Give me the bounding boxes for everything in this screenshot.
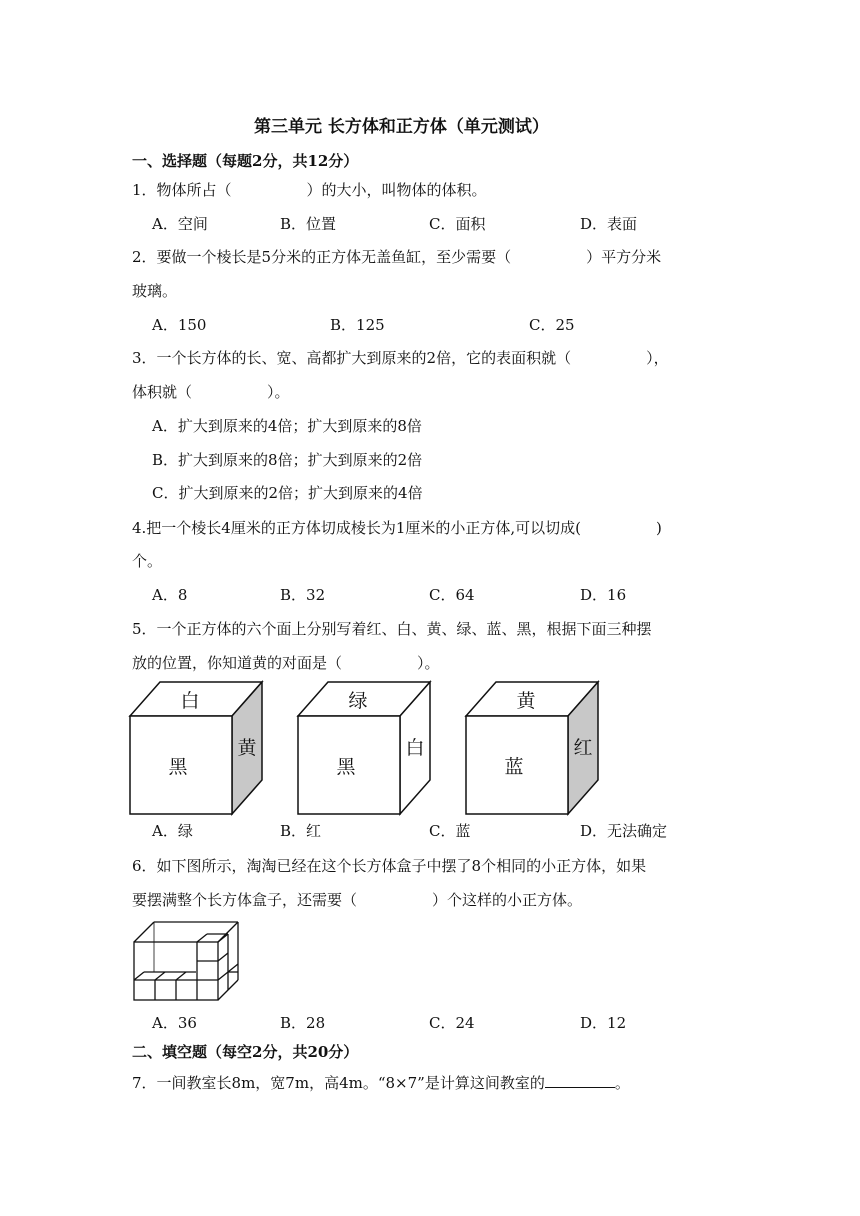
- q1-option-d[interactable]: D．表面: [580, 215, 638, 233]
- cube-1-front-label: 黑: [168, 756, 188, 778]
- section-heading-fill: 二、填空题（每空2分，共20分）: [132, 1043, 359, 1061]
- q6-option-d[interactable]: D．12: [580, 1014, 627, 1032]
- box-with-cubes-figure: [132, 920, 242, 1002]
- question-3-line2: 体积就（ ）。: [132, 383, 290, 401]
- question-2-line2: 玻璃。: [132, 282, 178, 300]
- q6-option-b[interactable]: B．28: [280, 1014, 326, 1032]
- section-heading-choice: 一、选择题（每题2分，共12分）: [132, 152, 359, 170]
- cube-3-side-label: 红: [573, 737, 593, 759]
- cube-figure-2: [298, 682, 433, 816]
- q4-option-d[interactable]: D．16: [580, 586, 627, 604]
- q2-option-b[interactable]: B．125: [330, 316, 385, 334]
- q5-option-a[interactable]: A．绿: [152, 822, 193, 840]
- question-5-line2: 放的位置，你知道黄的对面是（ ）。: [132, 654, 440, 672]
- question-3-line1: 3．一个长方体的长、宽、高都扩大到原来的2倍，它的表面积就（ ），: [132, 349, 669, 367]
- cube-3-top-label: 黄: [516, 690, 536, 712]
- cube-figure-3: [466, 682, 601, 816]
- q1-option-c[interactable]: C．面积: [429, 215, 486, 233]
- cube-1-side-label: 黄: [237, 737, 257, 759]
- cube-2-side-label: 白: [405, 737, 425, 759]
- q5-option-c[interactable]: C．蓝: [429, 822, 471, 840]
- q4-option-b[interactable]: B．32: [280, 586, 326, 604]
- q2-option-a[interactable]: A．150: [152, 316, 207, 334]
- q3-option-b[interactable]: B．扩大到原来的8倍；扩大到原来的2倍: [152, 451, 423, 469]
- cube-3-front-label: 蓝: [504, 756, 524, 778]
- q5-option-b[interactable]: B．红: [280, 822, 322, 840]
- q1-option-b[interactable]: B．位置: [280, 215, 337, 233]
- q3-option-a[interactable]: A．扩大到原来的4倍；扩大到原来的8倍: [152, 417, 422, 435]
- answer-blank[interactable]: [545, 1071, 615, 1088]
- q4-option-c[interactable]: C．64: [429, 586, 475, 604]
- question-7: [132, 1071, 630, 1093]
- cube-2-top-label: 绿: [348, 690, 368, 712]
- question-5-line1: 5．一个正方体的六个面上分别写着红、白、黄、绿、蓝、黑，根据下面三种摆: [132, 620, 652, 638]
- page-title: 第三单元 长方体和正方体（单元测试）: [254, 117, 549, 137]
- question-6-line1: 6．如下图所示，淘淘已经在这个长方体盒子中摆了8个相同的小正方体，如果: [132, 857, 647, 875]
- q1-option-a[interactable]: A．空间: [152, 215, 208, 233]
- cube-1-top-label: 白: [180, 690, 200, 712]
- question-4-line2: 个。: [132, 552, 163, 570]
- q2-option-c[interactable]: C．25: [529, 316, 575, 334]
- question-4-line1: 4.把一个棱长4厘米的正方体切成棱长为1厘米的小正方体,可以切成( ): [132, 519, 662, 537]
- cube-figure-1: [130, 682, 265, 816]
- question-6-line2: 要摆满整个长方体盒子，还需要（ ）个这样的小正方体。: [132, 891, 583, 909]
- question-1: 1．物体所占（ ）的大小，叫物体的体积。: [132, 181, 487, 199]
- q5-option-d[interactable]: D．无法确定: [580, 822, 668, 840]
- cube-2-front-label: 黑: [336, 756, 356, 778]
- question-7-text: 7．一间教室长8m，宽7m，高4m。“8×7”是计算这间教室的: [132, 1074, 545, 1092]
- q6-option-c[interactable]: C．24: [429, 1014, 475, 1032]
- q3-option-c[interactable]: C．扩大到原来的2倍；扩大到原来的4倍: [152, 484, 423, 502]
- question-2-line1: 2．要做一个棱长是5分米的正方体无盖鱼缸，至少需要（ ）平方分米: [132, 248, 662, 266]
- q6-option-a[interactable]: A．36: [152, 1014, 197, 1032]
- question-7-end: 。: [614, 1074, 630, 1092]
- q4-option-a[interactable]: A．8: [152, 586, 188, 604]
